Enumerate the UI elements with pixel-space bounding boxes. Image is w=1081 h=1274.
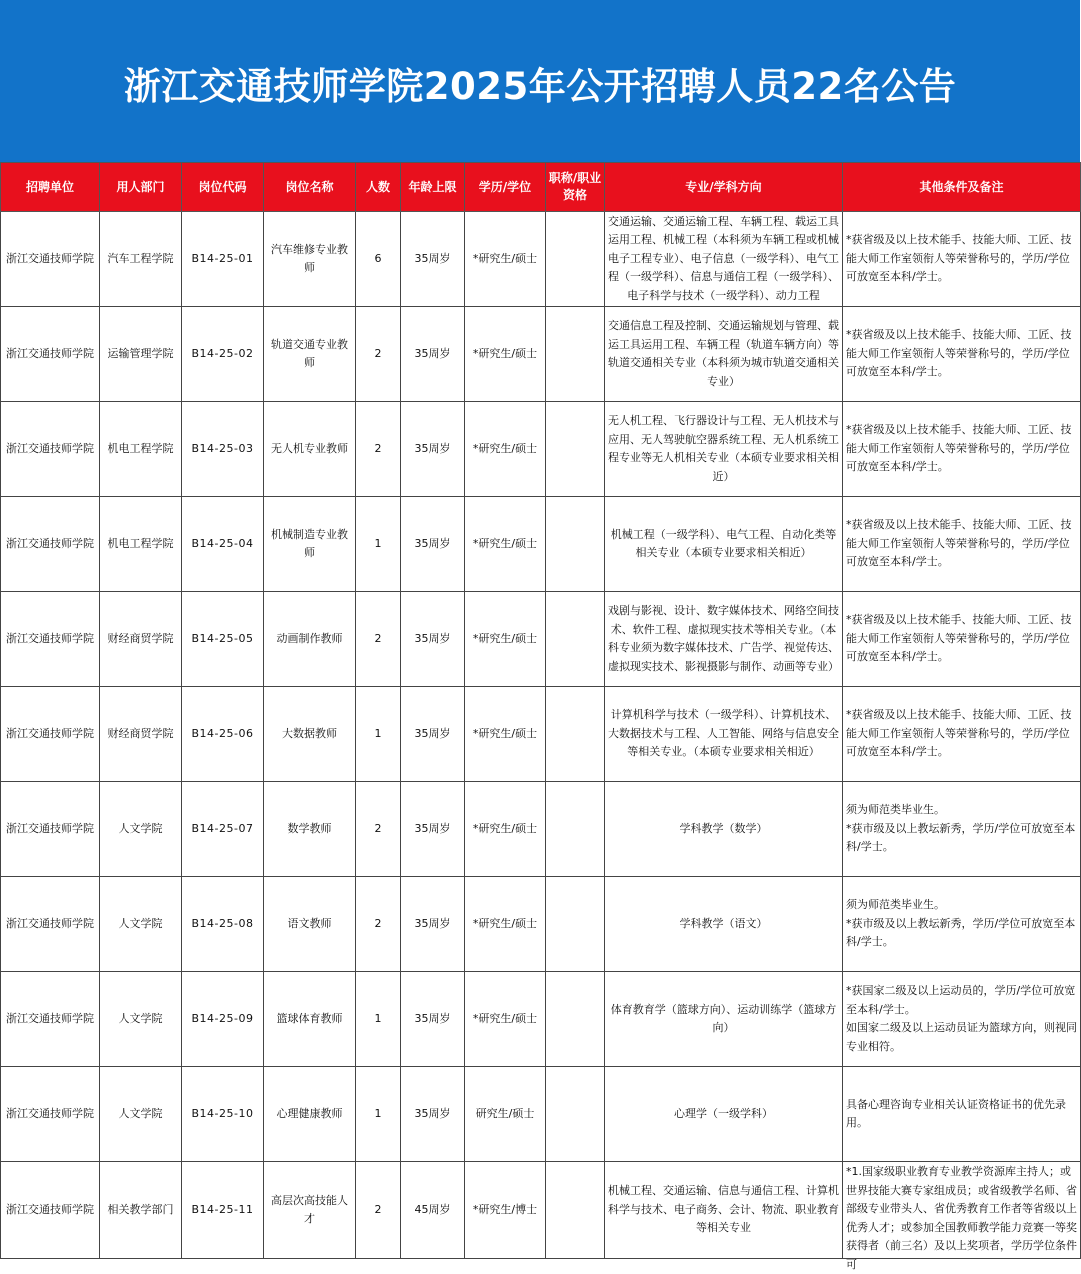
cell-major	[605, 877, 843, 972]
cell-code	[182, 687, 264, 782]
cell-position-name	[264, 877, 356, 972]
recruitment-table	[0, 162, 1081, 1271]
cell-age-text: 35周岁	[414, 346, 451, 360]
cell-major-text: 无人机工程、飞行器设计与工程、无人机技术与应用、无人驾驶航空器系统工程、无人机系统工程专业等无人机相关专业（本硕专业要求相关相近）	[608, 414, 839, 483]
cell-code	[182, 1162, 264, 1259]
cell-dept-text: 相关教学部门	[107, 1202, 174, 1216]
cell-age-text: 35周岁	[414, 1106, 451, 1120]
cell-major-text: 交通信息工程及控制、交通运输规划与管理、载运工具运用工程、车辆工程（轨道车辆方向）等轨道交通相关专业（本科须为城市轨道交通相关专业）	[608, 319, 839, 388]
table-row	[1, 307, 1081, 402]
cell-dept-text: 人文学院	[118, 1106, 163, 1120]
cell-notes-text: *获省级及以上技术能手、技能大师、工匠、技能大师工作室领衔人等荣誉称号的，学历/学位可放宽至本科/学士。	[846, 233, 1072, 284]
header-dept: 用人部门	[100, 163, 182, 212]
cell-education	[465, 1067, 546, 1162]
cell-certificate	[546, 497, 605, 592]
cell-position-name-text: 大数据教师	[282, 726, 337, 740]
cell-unit-text: 浙江交通技师学院	[6, 1011, 94, 1025]
cell-notes	[843, 497, 1081, 592]
cell-code	[182, 307, 264, 402]
cell-education-text: *研究生/硕士	[472, 1011, 538, 1025]
cell-age-text: 35周岁	[414, 631, 451, 645]
cell-unit-text: 浙江交通技师学院	[6, 726, 94, 740]
cell-count-text: 6	[374, 251, 382, 265]
cell-count-text: 2	[374, 631, 382, 645]
cell-major	[605, 1067, 843, 1162]
cell-major	[605, 402, 843, 497]
cell-notes	[843, 1067, 1081, 1162]
cell-code	[182, 972, 264, 1067]
cell-notes	[843, 402, 1081, 497]
cell-unit-text: 浙江交通技师学院	[6, 916, 94, 930]
cell-count	[356, 212, 401, 307]
cell-dept	[100, 782, 182, 877]
cell-certificate	[546, 1162, 605, 1259]
cell-dept	[100, 402, 182, 497]
table-row	[1, 1067, 1081, 1162]
cell-major-text: 戏剧与影视、设计、数字媒体技术、网络空间技术、软件工程、虚拟现实技术等相关专业。（本科专业须为数字媒体技术、广告学、视觉传达、虚拟现实技术、影视摄影与制作、动画等专业）	[608, 604, 839, 673]
cell-position-name	[264, 307, 356, 402]
cell-position-name	[264, 497, 356, 592]
cell-count	[356, 307, 401, 402]
cell-count-text: 2	[374, 916, 382, 930]
cell-position-name	[264, 972, 356, 1067]
cell-position-name-text: 语文教师	[287, 916, 332, 930]
cell-major	[605, 592, 843, 687]
header-edu: 学历/学位	[465, 163, 546, 212]
cell-count	[356, 972, 401, 1067]
cell-education	[465, 687, 546, 782]
cell-unit-text: 浙江交通技师学院	[6, 821, 94, 835]
cell-code-text: B14-25-04	[191, 536, 254, 550]
cell-age-text: 35周岁	[414, 916, 451, 930]
cell-unit	[1, 402, 100, 497]
cell-unit	[1, 592, 100, 687]
cell-count-text: 1	[374, 1106, 382, 1120]
cell-dept-text: 机电工程学院	[107, 441, 174, 455]
table-row	[1, 497, 1081, 592]
cell-age	[401, 877, 465, 972]
cell-dept-text: 财经商贸学院	[107, 726, 174, 740]
cell-code-text: B14-25-11	[191, 1202, 254, 1216]
cell-education-text: *研究生/硕士	[472, 726, 538, 740]
cell-code	[182, 1067, 264, 1162]
cell-major	[605, 1162, 843, 1259]
cell-dept-text: 财经商贸学院	[107, 631, 174, 645]
cell-unit-text: 浙江交通技师学院	[6, 441, 94, 455]
cell-count-text: 1	[374, 1011, 382, 1025]
cell-notes	[843, 1162, 1081, 1271]
cell-position-name	[264, 687, 356, 782]
cell-unit	[1, 972, 100, 1067]
cell-position-name-text: 机械制造专业教师	[271, 527, 348, 559]
cell-unit	[1, 1162, 100, 1259]
cell-position-name	[264, 402, 356, 497]
table-header-row	[1, 163, 1081, 212]
cell-major	[605, 687, 843, 782]
cell-certificate	[546, 1067, 605, 1162]
header-major: 专业/学科方向	[605, 163, 843, 212]
cell-count	[356, 877, 401, 972]
cell-count-text: 2	[374, 1202, 382, 1216]
cell-code-text: B14-25-07	[191, 821, 254, 835]
cell-position-name	[264, 1162, 356, 1259]
cell-major	[605, 212, 843, 307]
cell-dept	[100, 1067, 182, 1162]
cell-unit	[1, 877, 100, 972]
cell-age	[401, 212, 465, 307]
cell-certificate	[546, 307, 605, 402]
cell-code-text: B14-25-05	[191, 631, 254, 645]
cell-dept-text: 运输管理学院	[107, 346, 174, 360]
cell-dept	[100, 212, 182, 307]
cell-unit-text: 浙江交通技师学院	[6, 1202, 94, 1216]
cell-count	[356, 1067, 401, 1162]
cell-notes-text: *获省级及以上技术能手、技能大师、工匠、技能大师工作室领衔人等荣誉称号的，学历/学位可放宽至本科/学士。	[846, 708, 1072, 759]
cell-age-text: 35周岁	[414, 536, 451, 550]
cell-count-text: 2	[374, 346, 382, 360]
cell-education	[465, 972, 546, 1067]
cell-notes-text: 具备心理咨询专业相关认证资格证书的优先录用。	[846, 1097, 1066, 1129]
cell-unit-text: 浙江交通技师学院	[6, 251, 94, 265]
cell-count	[356, 402, 401, 497]
cell-age	[401, 307, 465, 402]
cell-unit	[1, 1067, 100, 1162]
header-cert: 职称/职业资格	[546, 163, 605, 212]
cell-education	[465, 877, 546, 972]
cell-unit	[1, 782, 100, 877]
cell-age	[401, 1067, 465, 1162]
cell-age-text: 35周岁	[414, 441, 451, 455]
table-row	[1, 212, 1081, 307]
cell-code-text: B14-25-01	[191, 251, 254, 265]
cell-education-text: *研究生/硕士	[472, 916, 538, 930]
cell-age	[401, 592, 465, 687]
cell-age	[401, 782, 465, 877]
cell-code-text: B14-25-10	[191, 1106, 254, 1120]
cell-notes	[843, 972, 1081, 1067]
cell-position-name	[264, 782, 356, 877]
title-banner	[0, 0, 1080, 162]
cell-notes	[843, 782, 1081, 877]
cell-position-name	[264, 592, 356, 687]
cell-major-text: 机械工程、交通运输、信息与通信工程、计算机科学与技术、电子商务、会计、物流、职业教育等相关专业	[608, 1184, 839, 1235]
table-body	[1, 212, 1081, 1271]
table-row	[1, 592, 1081, 687]
cell-certificate	[546, 212, 605, 307]
cell-position-name-text: 汽车维修专业教师	[271, 242, 348, 274]
cell-count	[356, 782, 401, 877]
cell-code	[182, 402, 264, 497]
cell-unit	[1, 687, 100, 782]
cell-age	[401, 687, 465, 782]
cell-age-text: 35周岁	[414, 251, 451, 265]
cell-position-name-text: 无人机专业教师	[271, 441, 348, 455]
table-row	[1, 687, 1081, 782]
cell-notes-text: *获国家二级及以上运动员的，学历/学位可放宽至本科/学士。 如国家二级及以上运动员证为篮球方向，则视同专业相符。	[846, 984, 1077, 1053]
cell-position-name-text: 轨道交通专业教师	[271, 337, 348, 369]
cell-major	[605, 307, 843, 402]
cell-count	[356, 1162, 401, 1259]
cell-notes	[843, 592, 1081, 687]
cell-notes-text: 须为师范类毕业生。 *获市级及以上教坛新秀，学历/学位可放宽至本科/学士。	[846, 898, 1076, 949]
cell-position-name-text: 动画制作教师	[276, 631, 343, 645]
cell-education	[465, 592, 546, 687]
cell-education-text: *研究生/硕士	[472, 441, 538, 455]
cell-dept	[100, 307, 182, 402]
cell-unit-text: 浙江交通技师学院	[6, 631, 94, 645]
cell-education	[465, 1162, 546, 1259]
cell-certificate	[546, 592, 605, 687]
cell-unit	[1, 212, 100, 307]
cell-dept-text: 汽车工程学院	[107, 251, 174, 265]
cell-notes-text: *获省级及以上技术能手、技能大师、工匠、技能大师工作室领衔人等荣誉称号的，学历/学位可放宽至本科/学士。	[846, 613, 1072, 664]
cell-certificate	[546, 972, 605, 1067]
cell-certificate	[546, 877, 605, 972]
cell-notes-text: *获省级及以上技术能手、技能大师、工匠、技能大师工作室领衔人等荣誉称号的，学历/学位可放宽至本科/学士。	[846, 423, 1072, 474]
header-unit: 招聘单位	[1, 163, 100, 212]
cell-major-text: 学科教学（数学）	[679, 821, 768, 835]
cell-major	[605, 497, 843, 592]
cell-major-text: 体育教育学（篮球方向）、运动训练学（篮球方向）	[610, 1002, 837, 1034]
cell-notes	[843, 877, 1081, 972]
cell-code	[182, 877, 264, 972]
cell-count-text: 1	[374, 536, 382, 550]
cell-education-text: *研究生/硕士	[472, 536, 538, 550]
cell-dept-text: 人文学院	[118, 1011, 163, 1025]
cell-unit-text: 浙江交通技师学院	[6, 536, 94, 550]
cell-notes	[843, 687, 1081, 782]
table-row	[1, 877, 1081, 972]
cell-code	[182, 212, 264, 307]
cell-major	[605, 972, 843, 1067]
cell-dept	[100, 972, 182, 1067]
cell-notes	[843, 307, 1081, 402]
table-row	[1, 972, 1081, 1067]
cell-code-text: B14-25-03	[191, 441, 254, 455]
cell-notes	[843, 212, 1081, 307]
cell-dept	[100, 497, 182, 592]
cell-age	[401, 402, 465, 497]
cell-education-text: 研究生/硕士	[475, 1106, 535, 1120]
cell-education-text: *研究生/硕士	[472, 631, 538, 645]
cell-major-text: 心理学（一级学科）	[674, 1106, 773, 1120]
cell-position-name-text: 数学教师	[287, 821, 332, 835]
cell-code	[182, 592, 264, 687]
cell-notes-text: *1.国家级职业教育专业教学资源库主持人；或世界技能大赛专家组成员；或省级教学名师、省部级专业带头人、省优秀教育工作者等省级以上优秀人才；或参加全国教师教学能力竞赛一等奖获得者（前三名）及以上奖项者，学历学位条件可	[846, 1165, 1077, 1271]
cell-age-text: 35周岁	[414, 821, 451, 835]
cell-education	[465, 307, 546, 402]
table-row	[1, 402, 1081, 497]
cell-count-text: 1	[374, 726, 382, 740]
cell-dept-text: 人文学院	[118, 916, 163, 930]
cell-certificate	[546, 402, 605, 497]
cell-count-text: 2	[374, 441, 382, 455]
cell-count-text: 2	[374, 821, 382, 835]
cell-major-text: 学科教学（语文）	[679, 916, 768, 930]
cell-education-text: *研究生/硕士	[472, 251, 538, 265]
header-name: 岗位名称	[264, 163, 356, 212]
cell-unit	[1, 497, 100, 592]
cell-position-name-text: 篮球体育教师	[276, 1011, 343, 1025]
cell-education-text: *研究生/博士	[472, 1202, 538, 1216]
cell-dept-text: 人文学院	[118, 821, 163, 835]
cell-position-name	[264, 212, 356, 307]
cell-notes-text: 须为师范类毕业生。 *获市级及以上教坛新秀，学历/学位可放宽至本科/学士。	[846, 803, 1076, 854]
cell-unit-text: 浙江交通技师学院	[6, 1106, 94, 1120]
cell-education-text: *研究生/硕士	[472, 821, 538, 835]
cell-code-text: B14-25-08	[191, 916, 254, 930]
cell-count	[356, 497, 401, 592]
cell-certificate	[546, 782, 605, 877]
cell-major-text: 交通运输、交通运输工程、车辆工程、载运工具运用工程、机械工程（本科须为车辆工程或机械电子工程专业）、电子信息（一级学科）、电气工程（一级学科）、信息与通信工程（一级学科）、电子科学与技术（一级学科）、动力工程	[608, 214, 839, 302]
cell-unit	[1, 307, 100, 402]
cell-dept	[100, 877, 182, 972]
cell-count	[356, 592, 401, 687]
cell-dept-text: 机电工程学院	[107, 536, 174, 550]
cell-count	[356, 687, 401, 782]
cell-notes-text: *获省级及以上技术能手、技能大师、工匠、技能大师工作室领衔人等荣誉称号的，学历/学位可放宽至本科/学士。	[846, 518, 1072, 569]
page-title: 浙江交通技师学院2025年公开招聘人员22名公告	[123, 65, 957, 108]
cell-position-name-text: 心理健康教师	[276, 1106, 343, 1120]
cell-dept	[100, 1162, 182, 1259]
cell-major-text: 机械工程（一级学科）、电气工程、自动化类等相关专业（本硕专业要求相关相近）	[610, 527, 837, 559]
cell-unit-text: 浙江交通技师学院	[6, 346, 94, 360]
table-row	[1, 782, 1081, 877]
cell-education-text: *研究生/硕士	[472, 346, 538, 360]
cell-education	[465, 212, 546, 307]
cell-education	[465, 402, 546, 497]
cell-code	[182, 497, 264, 592]
cell-code	[182, 782, 264, 877]
cell-position-name-text: 高层次高技能人才	[271, 1193, 348, 1225]
cell-age-text: 35周岁	[414, 726, 451, 740]
cell-dept	[100, 592, 182, 687]
header-age: 年龄上限	[401, 163, 465, 212]
cell-major-text: 计算机科学与技术（一级学科）、计算机技术、大数据技术与工程、人工智能、网络与信息安全等相关专业。（本硕专业要求相关相近）	[608, 708, 839, 759]
cell-position-name	[264, 1067, 356, 1162]
cell-age-text: 45周岁	[414, 1202, 451, 1216]
cell-age	[401, 1162, 465, 1259]
header-count: 人数	[356, 163, 401, 212]
header-notes: 其他条件及备注	[843, 163, 1081, 212]
cell-education	[465, 782, 546, 877]
cell-age	[401, 497, 465, 592]
header-code: 岗位代码	[182, 163, 264, 212]
cell-notes-text: *获省级及以上技术能手、技能大师、工匠、技能大师工作室领衔人等荣誉称号的，学历/学位可放宽至本科/学士。	[846, 328, 1072, 379]
cell-code-text: B14-25-02	[191, 346, 254, 360]
cell-dept	[100, 687, 182, 782]
cell-certificate	[546, 687, 605, 782]
cell-major	[605, 782, 843, 877]
cell-age-text: 35周岁	[414, 1011, 451, 1025]
cell-age	[401, 972, 465, 1067]
cell-code-text: B14-25-09	[191, 1011, 254, 1025]
table-row	[1, 1162, 1081, 1259]
cell-code-text: B14-25-06	[191, 726, 254, 740]
cell-education	[465, 497, 546, 592]
